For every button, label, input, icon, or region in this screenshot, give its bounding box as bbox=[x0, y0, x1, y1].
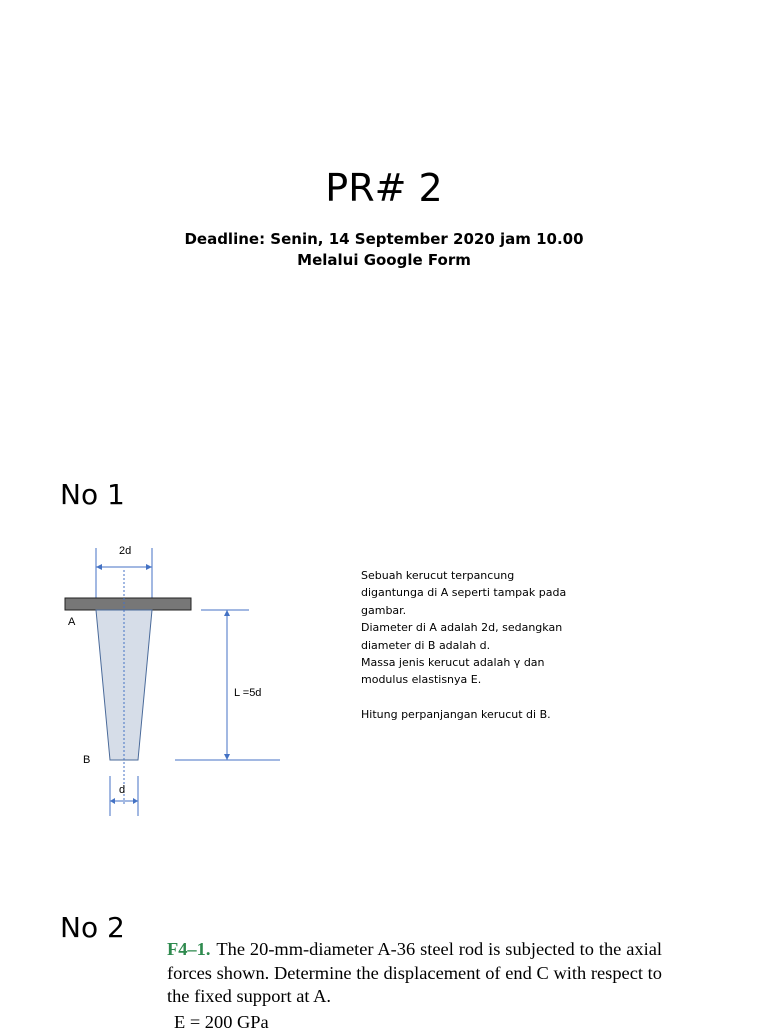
arrowhead bbox=[133, 798, 138, 804]
label-b: B bbox=[83, 754, 91, 766]
label-2d: 2d bbox=[119, 545, 132, 557]
page-title: PR# 2 bbox=[325, 166, 443, 210]
description-line: modulus elastisnya E. bbox=[361, 673, 482, 687]
arrowhead bbox=[96, 564, 102, 570]
description-line: diameter di B adalah d. bbox=[361, 638, 491, 652]
problem2-body: The 20-mm-diameter A-36 steel rod is subjected to the axial forces shown. Determine the displacement of end C with respect to the fixed support at A. bbox=[167, 939, 662, 1006]
problem2-heading: No 2 bbox=[60, 911, 125, 944]
problem2-code: F4–1. bbox=[167, 939, 211, 959]
problem1-heading: No 1 bbox=[60, 478, 125, 511]
problem1-description bbox=[361, 567, 601, 723]
truncated-cone-figure bbox=[55, 540, 295, 820]
arrowhead bbox=[224, 754, 230, 760]
description-line: digantunga di A seperti tampak pada bbox=[361, 586, 567, 600]
description-line: Massa jenis kerucut adalah γ dan bbox=[361, 656, 545, 670]
problem2-statement bbox=[167, 938, 662, 1009]
arrowhead bbox=[224, 610, 230, 616]
arrowhead bbox=[146, 564, 152, 570]
submission-method-text: Melalui Google Form bbox=[297, 251, 471, 269]
arrowhead bbox=[110, 798, 115, 804]
problem1-question: Hitung perpanjangan kerucut di B. bbox=[361, 707, 551, 721]
label-length: L =5d bbox=[234, 687, 262, 699]
problem2-modulus-line: E = 200 GPa bbox=[174, 1012, 269, 1032]
truncated-cone bbox=[96, 610, 152, 760]
label-d: d bbox=[119, 784, 126, 796]
fixed-support bbox=[65, 598, 191, 610]
description-line: gambar. bbox=[361, 603, 407, 617]
label-a: A bbox=[68, 616, 76, 628]
deadline-text: Deadline: Senin, 14 September 2020 jam 10.00 bbox=[184, 230, 584, 248]
description-line: Sebuah kerucut terpancung bbox=[361, 569, 515, 582]
description-line: Diameter di A adalah 2d, sedangkan bbox=[361, 621, 563, 635]
